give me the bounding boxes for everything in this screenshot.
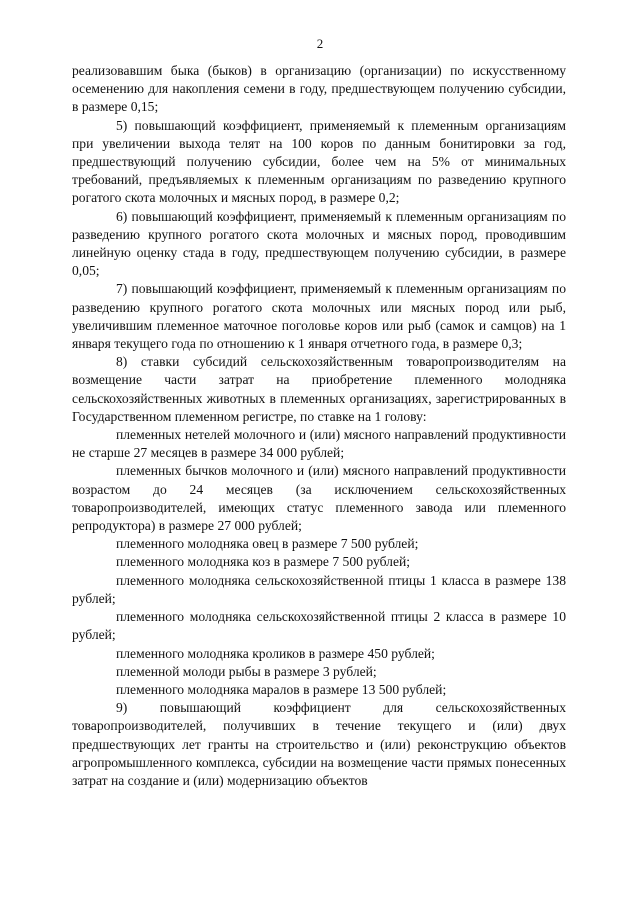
paragraph: 9) повышающий коэффициент для сельскохозяйственных товаропроизводителей, получивших в течение текущего и (или) двух предшествующих лет гранты на строительство и (или) реконструкцию объектов агропромышленного комплекса, субсидии на возмещение части прямых понесенных затрат на создание и (или) модернизацию объектов (72, 700, 566, 788)
paragraph: племенных нетелей молочного и (или) мясного направлений продуктивности не старше 27 месяцев в размере 34 000 рублей; (72, 427, 566, 461)
paragraph: племенного молодняка овец в размере 7 500 рублей; (116, 536, 419, 552)
paragraph: племенного молодняка маралов в размере 13 500 рублей; (116, 681, 447, 697)
paragraph: племенной молоди рыбы в размере 3 рублей; (116, 663, 377, 679)
paragraph: племенного молодняка коз в размере 7 500 рублей; (116, 554, 411, 570)
paragraph: 7) повышающий коэффициент, применяемый к племенным организациям по разведению крупного рогатого скота молочных или мясных пород или рыб, увеличившим племенное маточное поголовье коров или рыб (самок и самцов) на 1 января текущего года по отношению к 1 января отчетного года, в размере 0,3; (72, 281, 566, 352)
paragraph: племенного молодняка сельскохозяйственной птицы 2 класса в размере 10 рублей; (72, 609, 566, 643)
paragraph: 8) ставки субсидий сельскохозяйственным товаропроизводителям на возмещение части затрат на приобретение племенного молодняка сельскохозяйственных животных в племенных организациях, зарегистрированных в Государственном племенном регистре, по ставке на 1 голову: (72, 354, 566, 424)
document-body (72, 62, 566, 790)
page-number: 2 (316, 36, 324, 51)
paragraph: племенного молодняка сельскохозяйственной птицы 1 класса в размере 138 рублей; (72, 572, 566, 606)
paragraph: 5) повышающий коэффициент, применяемый к племенным организациям при увеличении выхода телят на 100 коров по данным бонитировки за год, предшествующий получению субсидии, более чем на 5% от минимальных требований, предъявляемых к племенным организациям по разведению крупного рогатого скота молочных и мясных пород, в размере 0,2; (72, 117, 566, 206)
paragraph: племенных бычков молочного и (или) мясного направлений продуктивности возрастом до 24 месяцев (за исключением сельскохозяйственных товаропроизводителей, имеющих статус племенного завода или племенного репродуктора) в размере 27 000 рублей; (72, 463, 566, 534)
paragraph: 6) повышающий коэффициент, применяемый к племенным организациям по разведению крупного рогатого скота молочных и мясных пород, проводившим линейную оценку стада в году, предшествующем получению субсидии, в размере 0,05; (72, 208, 566, 279)
paragraph: реализовавшим быка (быков) в организацию (организации) по искусственному осеменению для накопления семени в году, предшествующем получению субсидии, в размере 0,15; (72, 63, 566, 115)
paragraph: племенного молодняка кроликов в размере 450 рублей; (116, 645, 435, 661)
